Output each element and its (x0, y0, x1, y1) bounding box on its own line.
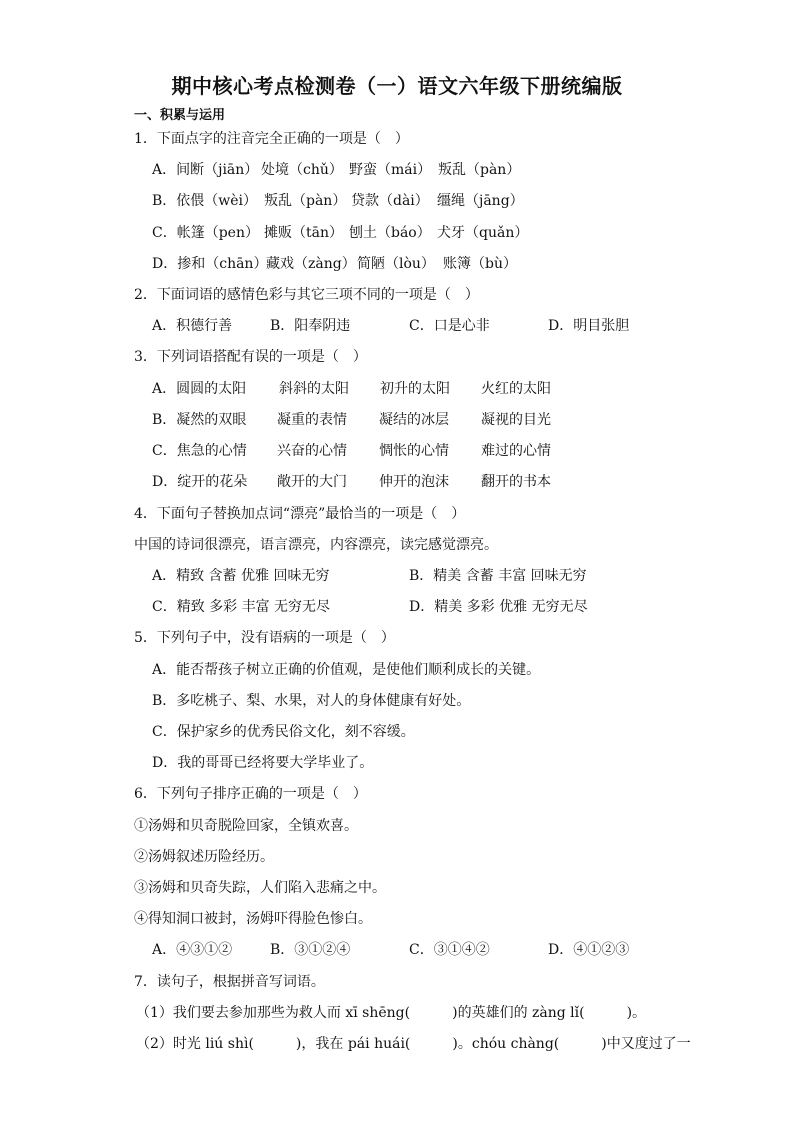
question-5-option-d: D．我的哥哥已经将要大学毕业了。 (152, 755, 374, 771)
question-5-option-a: A．能否帮孩子树立正确的价值观，是使他们顺利成长的关键。 (152, 662, 541, 678)
question-4-stem: 4．下面句子替换加点词“漂亮”最恰当的一项是（ ） (134, 506, 466, 522)
question-5-option-c: C．保护家乡的优秀民俗文化，刻不容缓。 (152, 724, 415, 740)
option-term: 处境（chǔ） (261, 162, 343, 178)
question-7-stem: 7．读句子，根据拼音写词语。 (134, 974, 325, 990)
option-term: 摊贩（tān） (264, 225, 343, 241)
option-term: 犬牙（quǎn） (437, 225, 529, 241)
option-term: 叛乱（pàn） (264, 193, 347, 209)
option-term: A．间断（jiān） (152, 162, 259, 178)
option-term: D．绽开的花朵 (152, 474, 248, 490)
option-term: 敞开的大门 (277, 474, 347, 490)
option-a: A．积德行善 (152, 318, 233, 334)
section-heading: 一、积累与运用 (134, 108, 226, 123)
option-term: 简陋（lòu） (357, 256, 435, 272)
option-term: 野蛮（mái） (349, 162, 432, 178)
option-term: 凝视的目光 (481, 412, 551, 428)
option-term: 缰绳（jāng） (437, 193, 524, 209)
option-term: 翻开的书本 (481, 474, 551, 490)
option-term: 火红的太阳 (481, 381, 551, 397)
option-term: B．凝然的双眼 (152, 412, 247, 428)
option-b: B．精美 含蓄 丰富 回味无穷 (409, 568, 587, 584)
option-term: C．帐篷（pen） (152, 225, 259, 241)
option-a: A．④③①② (152, 942, 233, 958)
option-term: 叛乱（pàn） (438, 162, 521, 178)
option-c: C．③①④② (409, 942, 490, 958)
option-term: 惆怅的心情 (379, 443, 449, 459)
option-term: D．掺和（chān） (152, 256, 268, 272)
question-6-sentence-3: ③汤姆和贝奇失踪，人们陷入悲痛之中。 (134, 880, 386, 896)
question-2-stem: 2．下面词语的感情色彩与其它三项不同的一项是（ ） (134, 287, 479, 303)
option-d: D．精美 多彩 优雅 无穷无尽 (409, 599, 588, 615)
question-1-stem: 1．下面点字的注音完全正确的一项是（ ） (134, 131, 409, 147)
question-6-sentence-4: ④得知洞口被封，汤姆吓得脸色惨白。 (134, 911, 372, 927)
option-c: C．口是心非 (409, 318, 490, 334)
question-5-option-b: B．多吃桃子、梨、水果，对人的身体健康有好处。 (152, 693, 471, 709)
option-d: D．④①②③ (548, 942, 630, 958)
option-term: 凝结的冰层 (379, 412, 449, 428)
option-term: 斜斜的太阳 (279, 381, 349, 397)
option-d: D．明目张胆 (548, 318, 630, 334)
option-c: C．精致 多彩 丰富 无穷无尽 (152, 599, 331, 615)
question-3-stem: 3．下列词语搭配有误的一项是（ ） (134, 349, 367, 365)
option-term: 难过的心情 (481, 443, 551, 459)
question-7-item-1: （1）我们要去参加那些为救人而 xī shēng( )的英雄们的 zàng lǐ( )。 (136, 1005, 647, 1021)
option-term: 初升的太阳 (380, 381, 450, 397)
option-term: C．焦急的心情 (152, 443, 247, 459)
option-term: 凝重的表情 (277, 412, 347, 428)
option-term: 藏戏（zàng） (266, 256, 356, 272)
option-term: 刨土（báo） (349, 225, 431, 241)
question-6-stem: 6．下列句子排序正确的一项是（ ） (134, 786, 367, 802)
option-a: A．精致 含蓄 优雅 回味无穷 (152, 568, 330, 584)
question-7-item-2: （2）时光 liú shì( )，我在 pái huái( )。chóu chàng( )中又度过了一 (136, 1036, 691, 1052)
option-term: 兴奋的心情 (277, 443, 347, 459)
option-b: B．阳奉阴违 (270, 318, 351, 334)
option-term: 伸开的泡沫 (379, 474, 449, 490)
page-title: 期中核心考点检测卷（一）语文六年级下册统编版 (171, 74, 623, 98)
option-term: A．圆圆的太阳 (152, 381, 247, 397)
option-b: B．③①②④ (270, 942, 351, 958)
option-term: 贷款（dài） (351, 193, 429, 209)
question-6-sentence-1: ①汤姆和贝奇脱险回家，全镇欢喜。 (134, 818, 358, 834)
question-6-sentence-2: ②汤姆叙述历险经历。 (134, 849, 274, 865)
option-term: 账簿（bù） (443, 256, 517, 272)
question-5-stem: 5．下列句子中，没有语病的一项是（ ） (134, 630, 395, 646)
question-4-sentence: 中国的诗词很漂亮，语言漂亮，内容漂亮，读完感觉漂亮。 (134, 537, 498, 553)
option-term: B．依偎（wèi） (152, 193, 258, 209)
